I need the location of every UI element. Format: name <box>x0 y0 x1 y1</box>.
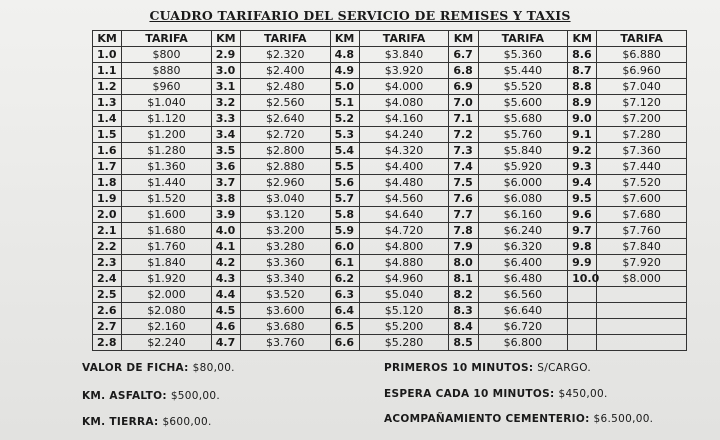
km-cell: 1.1 <box>93 63 122 79</box>
km-cell: 7.2 <box>449 127 478 143</box>
km-cell: 3.7 <box>211 175 240 191</box>
table-row <box>93 271 687 287</box>
tierra-line <box>82 416 212 428</box>
tarifa-cell: $5.520 <box>478 79 568 95</box>
km-cell: 3.1 <box>211 79 240 95</box>
km-cell: 1.6 <box>93 143 122 159</box>
km-cell: 4.4 <box>211 287 240 303</box>
km-cell: 6.3 <box>330 287 359 303</box>
tarifa-cell: $6.080 <box>478 191 568 207</box>
km-cell: 2.3 <box>93 255 122 271</box>
km-cell: 9.6 <box>568 207 597 223</box>
table-row <box>93 223 687 239</box>
tarifa-cell: $8.000 <box>597 271 687 287</box>
tierra-value: $600,00. <box>162 416 212 428</box>
table-row <box>93 79 687 95</box>
tarifa-cell: $6.320 <box>478 239 568 255</box>
km-cell: 3.9 <box>211 207 240 223</box>
tarifa-cell: $2.320 <box>240 47 330 63</box>
tarifa-cell: $2.400 <box>240 63 330 79</box>
tarifa-cell: $4.160 <box>359 111 449 127</box>
km-cell: 7.4 <box>449 159 478 175</box>
tarifa-cell: $7.200 <box>597 111 687 127</box>
tarifa-cell: $3.520 <box>240 287 330 303</box>
acompanamiento-line <box>384 413 653 425</box>
tarifa-cell: $4.080 <box>359 95 449 111</box>
tarifa-cell: $5.360 <box>478 47 568 63</box>
asfalto-line <box>82 390 220 402</box>
km-cell: 10.0 <box>568 271 597 287</box>
km-cell <box>568 303 597 319</box>
km-cell: 2.6 <box>93 303 122 319</box>
tarifa-cell: $7.920 <box>597 255 687 271</box>
tarifa-cell: $3.920 <box>359 63 449 79</box>
tarifa-cell <box>597 319 687 335</box>
tarifa-cell: $3.120 <box>240 207 330 223</box>
table-row <box>93 319 687 335</box>
km-cell: 8.5 <box>449 335 478 351</box>
ficha-label: VALOR DE FICHA: <box>82 362 189 374</box>
tarifa-cell: $5.600 <box>478 95 568 111</box>
km-cell: 8.2 <box>449 287 478 303</box>
km-cell: 6.0 <box>330 239 359 255</box>
header-tarifa: TARIFA <box>478 31 568 47</box>
header-tarifa: TARIFA <box>359 31 449 47</box>
table-row <box>93 127 687 143</box>
km-cell: 5.9 <box>330 223 359 239</box>
km-cell: 7.8 <box>449 223 478 239</box>
acompanamiento-value: $6.500,00. <box>593 413 654 425</box>
tarifa-cell: $6.960 <box>597 63 687 79</box>
primeros-value: S/CARGO. <box>537 362 592 374</box>
tarifa-cell <box>597 303 687 319</box>
table-row <box>93 287 687 303</box>
km-cell: 7.9 <box>449 239 478 255</box>
km-cell: 6.9 <box>449 79 478 95</box>
table-body <box>93 47 687 351</box>
km-cell: 2.1 <box>93 223 122 239</box>
tarifa-cell: $7.680 <box>597 207 687 223</box>
tarifa-cell: $2.800 <box>240 143 330 159</box>
tarifa-cell: $5.440 <box>478 63 568 79</box>
km-cell: 9.7 <box>568 223 597 239</box>
km-cell: 7.0 <box>449 95 478 111</box>
tarifa-cell: $5.680 <box>478 111 568 127</box>
km-cell: 7.1 <box>449 111 478 127</box>
tarifa-cell: $5.760 <box>478 127 568 143</box>
tarifa-cell: $5.280 <box>359 335 449 351</box>
tarifa-cell: $5.040 <box>359 287 449 303</box>
ficha-line <box>82 362 235 374</box>
km-cell: 5.5 <box>330 159 359 175</box>
tarifa-cell: $3.280 <box>240 239 330 255</box>
km-cell: 3.4 <box>211 127 240 143</box>
tarifa-cell: $1.840 <box>122 255 212 271</box>
ficha-value: $80,00. <box>192 362 235 374</box>
tarifa-cell: $2.560 <box>240 95 330 111</box>
tarifa-cell: $7.120 <box>597 95 687 111</box>
km-cell <box>568 335 597 351</box>
asfalto-label: KM. ASFALTO: <box>82 390 167 402</box>
tarifa-cell: $1.680 <box>122 223 212 239</box>
espera-label: ESPERA CADA 10 MINUTOS: <box>384 388 555 400</box>
tarifa-cell <box>597 287 687 303</box>
km-cell: 7.6 <box>449 191 478 207</box>
tarifa-cell: $1.600 <box>122 207 212 223</box>
table-row <box>93 175 687 191</box>
tarifa-cell: $7.760 <box>597 223 687 239</box>
km-cell: 9.4 <box>568 175 597 191</box>
km-cell: 3.2 <box>211 95 240 111</box>
table-row <box>93 95 687 111</box>
tarifa-cell: $3.340 <box>240 271 330 287</box>
km-cell: 9.8 <box>568 239 597 255</box>
km-cell: 4.5 <box>211 303 240 319</box>
tarifa-cell: $1.280 <box>122 143 212 159</box>
tarifa-cell: $4.480 <box>359 175 449 191</box>
tarifa-cell <box>597 335 687 351</box>
km-cell: 2.8 <box>93 335 122 351</box>
tarifa-cell: $2.000 <box>122 287 212 303</box>
espera-line <box>384 388 608 400</box>
tarifa-cell: $5.120 <box>359 303 449 319</box>
km-cell: 8.1 <box>449 271 478 287</box>
tarifa-cell: $5.920 <box>478 159 568 175</box>
tarifa-cell: $2.480 <box>240 79 330 95</box>
km-cell: 8.9 <box>568 95 597 111</box>
km-cell: 1.8 <box>93 175 122 191</box>
table-row <box>93 143 687 159</box>
tarifa-cell: $3.680 <box>240 319 330 335</box>
km-cell: 5.0 <box>330 79 359 95</box>
tarifa-cell: $4.880 <box>359 255 449 271</box>
tarifa-cell: $4.560 <box>359 191 449 207</box>
table-row <box>93 47 687 63</box>
km-cell: 5.6 <box>330 175 359 191</box>
km-cell: 2.7 <box>93 319 122 335</box>
km-cell: 2.4 <box>93 271 122 287</box>
km-cell: 3.5 <box>211 143 240 159</box>
km-cell: 9.2 <box>568 143 597 159</box>
km-cell: 5.7 <box>330 191 359 207</box>
tarifa-cell: $4.400 <box>359 159 449 175</box>
tarifa-cell: $1.200 <box>122 127 212 143</box>
km-cell: 4.2 <box>211 255 240 271</box>
km-cell: 6.1 <box>330 255 359 271</box>
km-cell: 1.0 <box>93 47 122 63</box>
tarifa-cell: $1.040 <box>122 95 212 111</box>
km-cell: 4.6 <box>211 319 240 335</box>
km-cell: 4.9 <box>330 63 359 79</box>
tarifa-cell: $3.840 <box>359 47 449 63</box>
tarifa-cell: $1.120 <box>122 111 212 127</box>
tarifa-cell: $2.080 <box>122 303 212 319</box>
table-row <box>93 111 687 127</box>
km-cell <box>568 287 597 303</box>
header-km: KM <box>93 31 122 47</box>
header-tarifa: TARIFA <box>597 31 687 47</box>
km-cell: 5.4 <box>330 143 359 159</box>
km-cell: 9.0 <box>568 111 597 127</box>
km-cell: 6.2 <box>330 271 359 287</box>
tarifa-cell: $3.040 <box>240 191 330 207</box>
km-cell: 7.3 <box>449 143 478 159</box>
tarifa-cell: $3.760 <box>240 335 330 351</box>
tarifa-cell: $4.320 <box>359 143 449 159</box>
km-cell <box>568 319 597 335</box>
tarifa-cell: $3.360 <box>240 255 330 271</box>
tarifa-cell: $7.440 <box>597 159 687 175</box>
km-cell: 5.2 <box>330 111 359 127</box>
tarifa-cell: $2.720 <box>240 127 330 143</box>
tarifa-cell: $2.160 <box>122 319 212 335</box>
tarifa-cell: $5.200 <box>359 319 449 335</box>
km-cell: 3.0 <box>211 63 240 79</box>
tarifa-cell: $7.040 <box>597 79 687 95</box>
tarifa-cell: $7.840 <box>597 239 687 255</box>
tarifa-cell: $2.960 <box>240 175 330 191</box>
tarifa-cell: $3.600 <box>240 303 330 319</box>
tarifa-cell: $2.880 <box>240 159 330 175</box>
table-row <box>93 239 687 255</box>
tarifa-cell: $6.560 <box>478 287 568 303</box>
table-row <box>93 63 687 79</box>
tarifa-cell: $3.200 <box>240 223 330 239</box>
table-row <box>93 207 687 223</box>
km-cell: 6.6 <box>330 335 359 351</box>
tarifa-cell: $7.280 <box>597 127 687 143</box>
tarifa-cell: $4.800 <box>359 239 449 255</box>
table-row <box>93 191 687 207</box>
tarifa-cell: $1.920 <box>122 271 212 287</box>
tarifa-cell: $7.600 <box>597 191 687 207</box>
tarifa-cell: $4.240 <box>359 127 449 143</box>
tarifa-cell: $7.520 <box>597 175 687 191</box>
km-cell: 4.1 <box>211 239 240 255</box>
tierra-label: KM. TIERRA: <box>82 416 159 428</box>
km-cell: 7.7 <box>449 207 478 223</box>
tarifa-cell: $1.760 <box>122 239 212 255</box>
header-tarifa: TARIFA <box>122 31 212 47</box>
tarifa-cell: $4.640 <box>359 207 449 223</box>
km-cell: 5.3 <box>330 127 359 143</box>
tarifa-cell: $5.840 <box>478 143 568 159</box>
header-km: KM <box>211 31 240 47</box>
tarifa-cell: $6.160 <box>478 207 568 223</box>
tarifa-cell: $6.000 <box>478 175 568 191</box>
km-cell: 2.5 <box>93 287 122 303</box>
tarifa-cell: $880 <box>122 63 212 79</box>
km-cell: 5.8 <box>330 207 359 223</box>
tariff-table <box>92 30 687 351</box>
km-cell: 8.6 <box>568 47 597 63</box>
primeros-line <box>384 362 591 374</box>
table-row <box>93 255 687 271</box>
tarifa-cell: $6.880 <box>597 47 687 63</box>
km-cell: 3.6 <box>211 159 240 175</box>
km-cell: 8.7 <box>568 63 597 79</box>
km-cell: 8.8 <box>568 79 597 95</box>
tarifa-cell: $2.240 <box>122 335 212 351</box>
km-cell: 4.7 <box>211 335 240 351</box>
km-cell: 2.0 <box>93 207 122 223</box>
table-row <box>93 335 687 351</box>
km-cell: 3.3 <box>211 111 240 127</box>
tarifa-cell: $1.360 <box>122 159 212 175</box>
header-km: KM <box>449 31 478 47</box>
tarifa-cell: $6.400 <box>478 255 568 271</box>
km-cell: 9.3 <box>568 159 597 175</box>
tarifa-cell: $7.360 <box>597 143 687 159</box>
km-cell: 1.4 <box>93 111 122 127</box>
km-cell: 9.9 <box>568 255 597 271</box>
km-cell: 9.5 <box>568 191 597 207</box>
header-km: KM <box>330 31 359 47</box>
table-row <box>93 303 687 319</box>
km-cell: 8.0 <box>449 255 478 271</box>
km-cell: 8.3 <box>449 303 478 319</box>
km-cell: 6.5 <box>330 319 359 335</box>
km-cell: 1.7 <box>93 159 122 175</box>
km-cell: 2.9 <box>211 47 240 63</box>
tarifa-cell: $4.960 <box>359 271 449 287</box>
page-title: CUADRO TARIFARIO DEL SERVICIO DE REMISES Y TAXIS <box>149 8 571 23</box>
table-header-row <box>93 31 687 47</box>
tarifa-cell: $4.720 <box>359 223 449 239</box>
km-cell: 6.7 <box>449 47 478 63</box>
espera-value: $450,00. <box>558 388 608 400</box>
km-cell: 4.3 <box>211 271 240 287</box>
tarifa-cell: $960 <box>122 79 212 95</box>
km-cell: 6.8 <box>449 63 478 79</box>
tarifa-cell: $6.720 <box>478 319 568 335</box>
tarifa-cell: $6.240 <box>478 223 568 239</box>
km-cell: 1.2 <box>93 79 122 95</box>
km-cell: 7.5 <box>449 175 478 191</box>
tarifa-cell: $800 <box>122 47 212 63</box>
tarifa-cell: $1.520 <box>122 191 212 207</box>
km-cell: 2.2 <box>93 239 122 255</box>
primeros-label: PRIMEROS 10 MINUTOS: <box>384 362 534 374</box>
km-cell: 4.0 <box>211 223 240 239</box>
km-cell: 1.5 <box>93 127 122 143</box>
table-row <box>93 159 687 175</box>
tarifa-cell: $2.640 <box>240 111 330 127</box>
header-km: KM <box>568 31 597 47</box>
km-cell: 3.8 <box>211 191 240 207</box>
km-cell: 1.9 <box>93 191 122 207</box>
tarifa-cell: $6.800 <box>478 335 568 351</box>
km-cell: 6.4 <box>330 303 359 319</box>
asfalto-value: $500,00. <box>170 390 220 402</box>
tarifa-cell: $6.640 <box>478 303 568 319</box>
km-cell: 8.4 <box>449 319 478 335</box>
tarifa-cell: $4.000 <box>359 79 449 95</box>
header-tarifa: TARIFA <box>240 31 330 47</box>
km-cell: 4.8 <box>330 47 359 63</box>
km-cell: 5.1 <box>330 95 359 111</box>
tarifa-cell: $6.480 <box>478 271 568 287</box>
tarifa-cell: $1.440 <box>122 175 212 191</box>
km-cell: 9.1 <box>568 127 597 143</box>
acompanamiento-label: ACOMPAÑAMIENTO CEMENTERIO: <box>384 413 590 425</box>
km-cell: 1.3 <box>93 95 122 111</box>
